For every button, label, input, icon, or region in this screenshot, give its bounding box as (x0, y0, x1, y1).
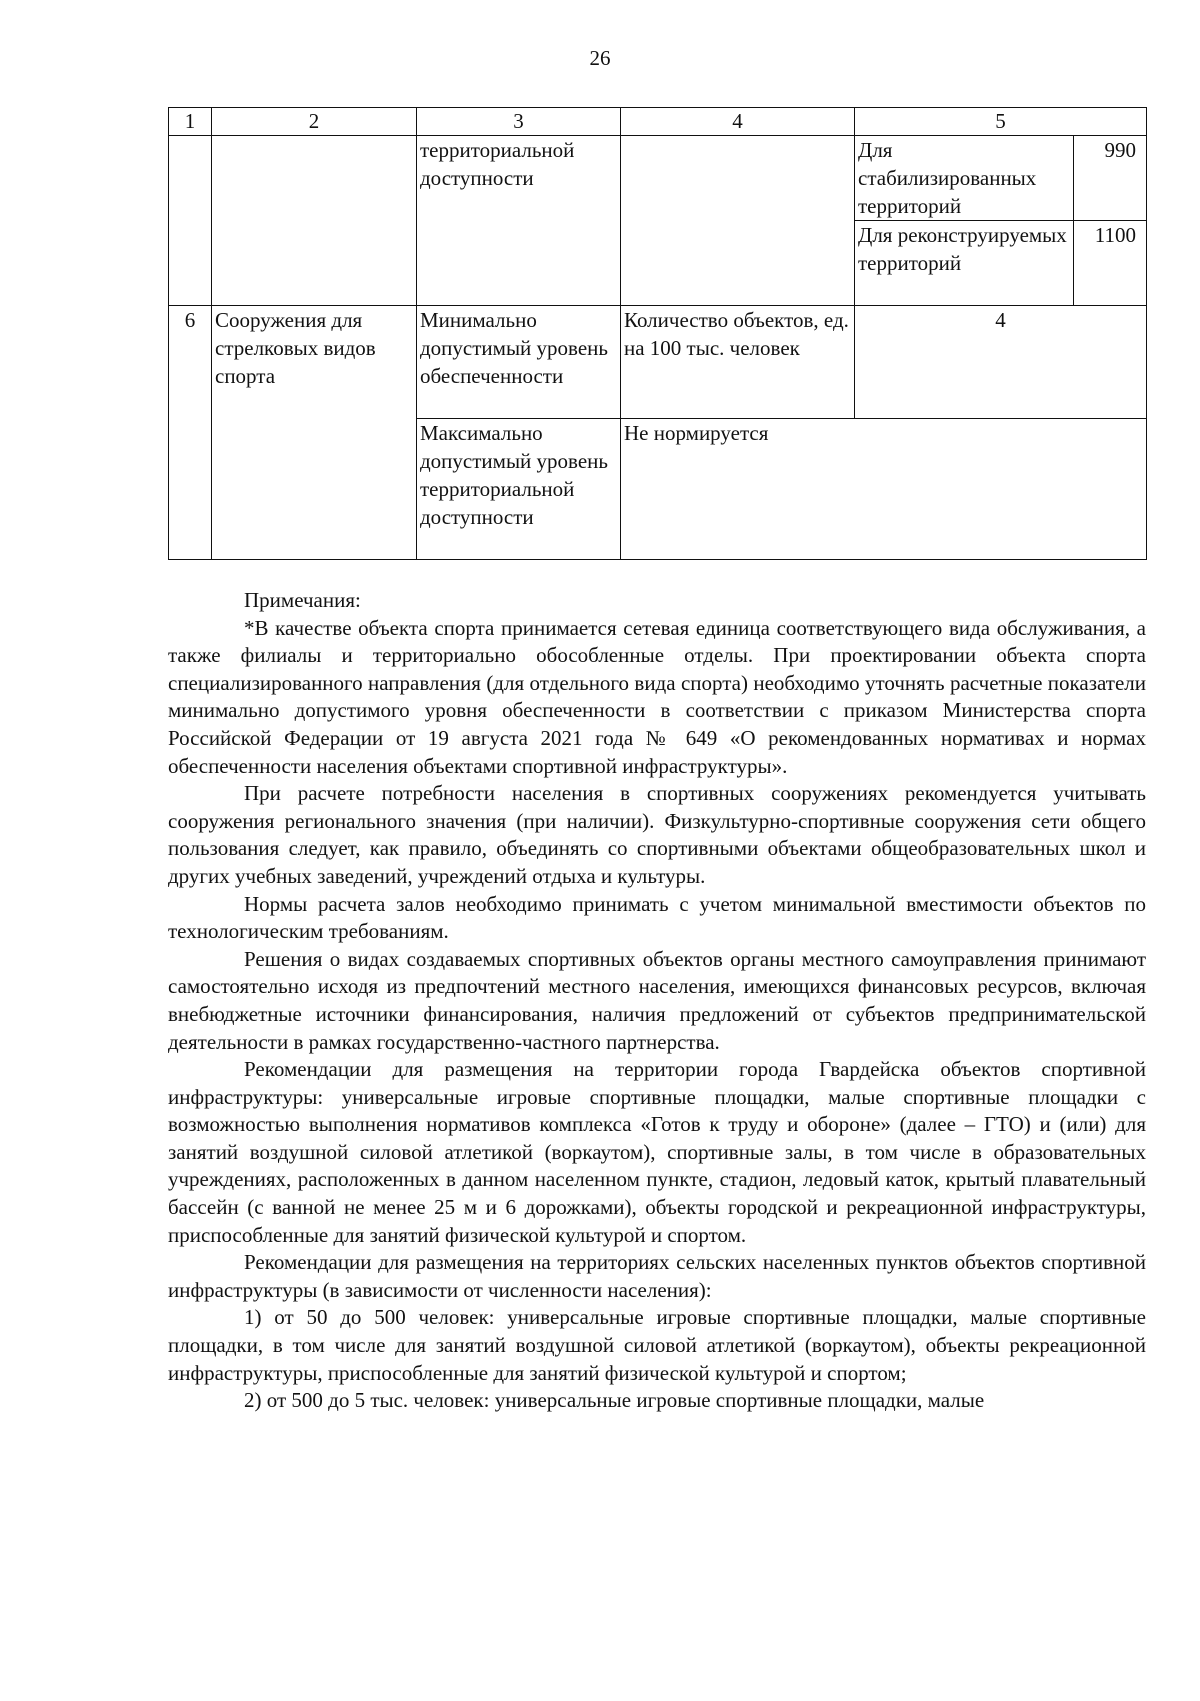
notes-paragraph: Нормы расчета залов необходимо принимать с учетом минимальной вместимости объектов по технологическим требованиям. (168, 891, 1146, 944)
cell-row6-indicator-max: Максимально допустимый уровень территориальной доступности (417, 419, 621, 560)
cell-row6-name-empty (212, 419, 417, 560)
cell-row6-unit: Количество объектов, ед. на 100 тыс. человек (621, 306, 855, 419)
notes-title: Примечания: (244, 588, 361, 612)
notes-paragraph: Рекомендации для размещения на территориях сельских населенных пунктов объектов спортивной инфраструктуры (в зависимости от численности населения): (168, 1250, 1146, 1302)
header-col-4: 4 (621, 108, 855, 136)
cell-row6-name: Сооружения для стрелковых видов спорта (212, 306, 417, 419)
table-header-row (169, 108, 1147, 136)
cell-row6-max-value: Не нормируется (621, 419, 1147, 560)
cell-stabilized-value: 990 (1074, 136, 1147, 221)
notes-paragraph: 1) от 50 до 500 человек: универсальные игровые спортивные площадки, малые спортивные площадки, в том числе для занятий воздушной силовой атлетикой (воркаутом), объекты рекреационной инфраструктуры, приспособленные для занятий физической культурой и спортом; (168, 1305, 1146, 1385)
header-col-1: 1 (169, 108, 212, 136)
cell-num-empty (169, 136, 212, 306)
header-col-2: 2 (212, 108, 417, 136)
page-number: 26 (589, 46, 611, 70)
table-row (169, 306, 1147, 419)
cell-unit-empty (621, 136, 855, 306)
cell-stabilized-label: Для стабилизированных территорий (855, 136, 1074, 221)
table-row (169, 419, 1147, 560)
header-col-5: 5 (855, 108, 1147, 136)
cell-reconstructed-label: Для реконструируемых территорий (855, 221, 1074, 306)
notes-paragraph: Решения о видах создаваемых спортивных объектов органы местного самоуправления принимают самостоятельно исходя из предпочтений местного населения, имеющихся финансовых ресурсов, включая внебюджетные источники финансирования, наличия предложений от субъектов предпринимательской деятельности в рамках государственно-частного партнерства. (168, 946, 1146, 1054)
cell-reconstructed-value: 1100 (1074, 221, 1147, 306)
notes-paragraph: *В качестве объекта спорта принимается сетевая единица соответствующего вида обслуживания, а также филиалы и территориально обособленные отделы. При проектировании объекта спорта специализированного направления (для отдельного вида спорта) необходимо уточнять расчетные показатели минимально допустимого уровня обеспеченности в соответствии с приказом Министерства спорта Российской Федерации от 19 августа 2021 года № 649 «О рекомендованных нормативах и нормах обеспеченности населения объектами спортивной инфраструктуры». (168, 615, 1146, 778)
cell-indicator-continued: территориальной доступности (417, 136, 621, 306)
cell-row6-num-empty (169, 419, 212, 560)
notes-paragraph: 2) от 500 до 5 тыс. человек: универсальные игровые спортивные площадки, малые (244, 1388, 985, 1413)
notes-paragraph: Рекомендации для размещения на территории города Гвардейска объектов спортивной инфраструктуры: универсальные игровые спортивные площадки, малые спортивные площадки с возможностью выполнения нормативов комплекса «Готов к труду и обороне» (далее – ГТО) и (или) для занятий воздушной силовой атлетикой (воркаутом), спортивные залы, в том числе в образовательных учреждениях, расположенных в данном населенном пункте, стадион, ледовый каток, крытый плавательный бассейн (с ванной не менее 25 м и 6 дорожками), объекты городской и рекреационной инфраструктуры, приспособленные для занятий физической культурой и спортом. (168, 1057, 1146, 1247)
cell-name-empty (212, 136, 417, 306)
header-col-3: 3 (417, 108, 621, 136)
notes-section (168, 587, 1146, 1415)
norms-table (168, 107, 1147, 560)
cell-row6-indicator-min: Минимально допустимый уровень обеспеченности (417, 306, 621, 419)
table-row (169, 136, 1147, 221)
cell-row6-num: 6 (169, 306, 212, 419)
cell-row6-value: 4 (855, 306, 1147, 419)
notes-paragraph: При расчете потребности населения в спортивных сооружениях рекомендуется учитывать сооружения регионального значения (при наличии). Физкультурно-спортивные сооружения сети общего пользования следует, как правило, объединять со спортивными объектами общеобразовательных школ и других учебных заведений, учреждений отдыха и культуры. (168, 781, 1146, 888)
